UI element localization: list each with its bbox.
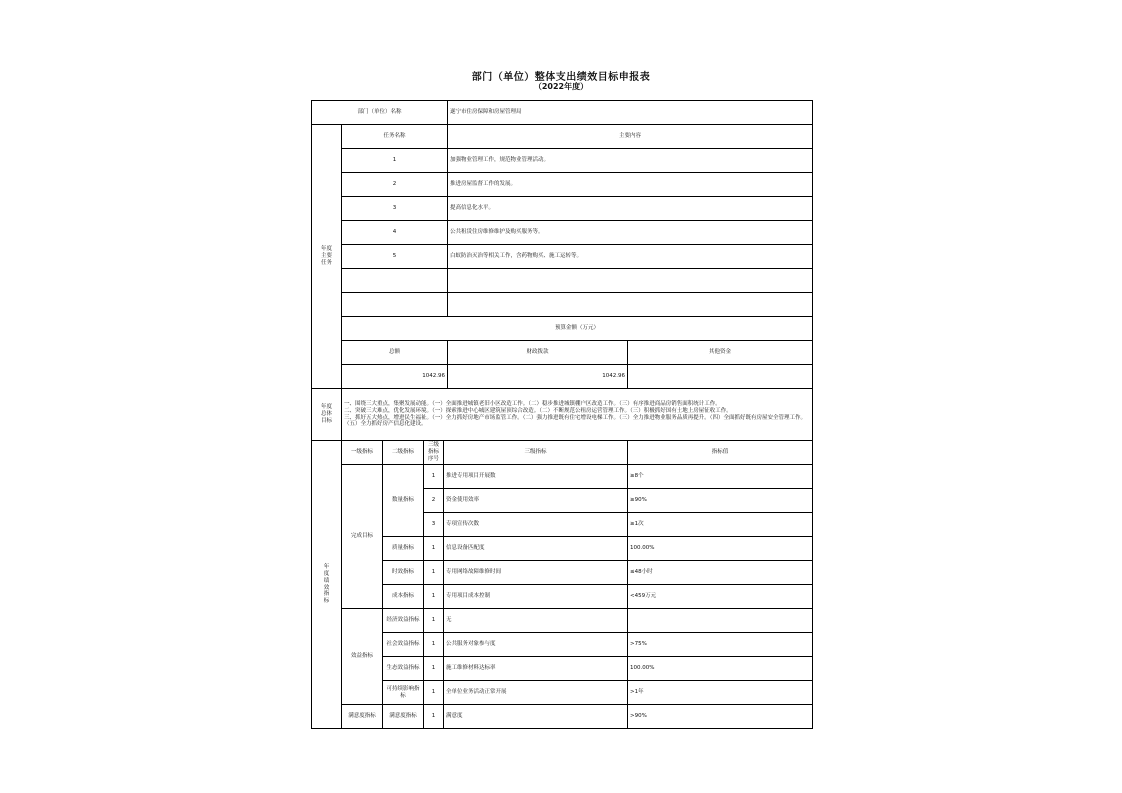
level2-cell: 质量指标	[383, 537, 424, 561]
task-content: 提高信息化水平。	[448, 197, 813, 221]
task-content: 加强物业管理工作，规范物业管理活动。	[448, 149, 813, 173]
task-number: 3	[342, 197, 448, 221]
value-cell: >90%	[628, 705, 813, 729]
task-number: 5	[342, 245, 448, 269]
value-cell: 100.00%	[628, 537, 813, 561]
seq-cell: 1	[424, 585, 444, 609]
seq-cell: 1	[424, 609, 444, 633]
task-number: 4	[342, 221, 448, 245]
seq-cell: 1	[424, 537, 444, 561]
value-cell: 100.00%	[628, 657, 813, 681]
budget-header: 预算金额（万元）	[342, 317, 813, 341]
task-content: 公共租赁住房维修维护及购买服务等。	[448, 221, 813, 245]
form-title: 部门（单位）整体支出绩效目标申报表	[471, 72, 651, 83]
budget-other-value	[628, 365, 813, 389]
task-name-header: 任务名称	[342, 125, 448, 149]
level2-header: 二级指标	[383, 441, 424, 465]
task-content: 推进房屋监督工作的发展。	[448, 173, 813, 197]
indicators-section-label: 年 度 绩 效 指 标	[312, 441, 342, 729]
dept-name-label: 部门（单位）名称	[312, 101, 448, 125]
seq-cell: 1	[424, 633, 444, 657]
level1-cell: 效益指标	[342, 609, 383, 705]
level3-cell: 资金使用效率	[444, 489, 628, 513]
seq-cell: 1	[424, 561, 444, 585]
level3-cell: 专用项目成本控制	[444, 585, 628, 609]
level1-cell: 完成目标	[342, 465, 383, 609]
level1-cell: 满意度指标	[342, 705, 383, 729]
level3-cell: 推进专用项目开展数	[444, 465, 628, 489]
annual-tasks-label: 年度 主要 任务	[312, 125, 342, 389]
value-cell: ≤48小时	[628, 561, 813, 585]
level2-cell: 数量指标	[383, 465, 424, 537]
overall-goal-line: 二、突破三大难点，优化发展环境。（一）探索推进中心城区建筑屋顶综合改造。（二）不断规范公租房运营管理工作。（三）积极抓好国有土地上房屋征收工作。	[344, 407, 732, 414]
level2-cell: 成本指标	[383, 585, 424, 609]
value-cell	[628, 609, 813, 633]
dept-name-value: 遂宁市住房保障和房屋管理局	[448, 101, 813, 125]
level2-cell: 生态效益指标	[383, 657, 424, 681]
performance-target-table	[311, 100, 813, 729]
level3-cell: 施工维修材料达标率	[444, 657, 628, 681]
task-number	[342, 293, 448, 317]
level1-header: 一级指标	[342, 441, 383, 465]
task-content	[448, 293, 813, 317]
task-content-header: 主要内容	[448, 125, 813, 149]
value-cell: >1年	[628, 681, 813, 705]
budget-other-header: 其他资金	[628, 341, 813, 365]
level3-cell: 专项宣传次数	[444, 513, 628, 537]
level3-cell: 全单位业务活动正常开展	[444, 681, 628, 705]
budget-total-header: 总额	[342, 341, 448, 365]
budget-total-value: 1042.96	[342, 365, 448, 389]
seq-cell: 1	[424, 657, 444, 681]
value-cell: >75%	[628, 633, 813, 657]
level2-cell: 可持续影响指标	[383, 681, 424, 705]
level3-header: 三级指标	[444, 441, 628, 465]
budget-fiscal-value: 1042.96	[448, 365, 628, 389]
seq-cell: 1	[424, 681, 444, 705]
level3-cell: 专用网络故障维修时间	[444, 561, 628, 585]
seq-header: 三级指标序号	[424, 441, 444, 465]
overall-goal-label: 年度 总体 目标	[312, 389, 342, 441]
task-number	[342, 269, 448, 293]
level2-cell: 满意度指标	[383, 705, 424, 729]
level2-cell: 经济效益指标	[383, 609, 424, 633]
value-header: 指标值	[628, 441, 813, 465]
task-number: 1	[342, 149, 448, 173]
level3-cell: 无	[444, 609, 628, 633]
seq-cell: 2	[424, 489, 444, 513]
task-content: 白蚁防治灭治等相关工作，含药物购买、施工运转等。	[448, 245, 813, 269]
budget-fiscal-header: 财政拨款	[448, 341, 628, 365]
value-cell: ≥8个	[628, 465, 813, 489]
task-number: 2	[342, 173, 448, 197]
level3-cell: 满意度	[444, 705, 628, 729]
seq-cell: 1	[424, 705, 444, 729]
overall-goal-text	[342, 389, 813, 441]
seq-cell: 1	[424, 465, 444, 489]
form-subtitle: （2022年度）	[533, 82, 589, 91]
overall-goal-line: 三、抓好五大热点，增进民生福祉。（一）全力抓好房地产市场监管工作。（二）强力推进既有住宅增设电梯工作。（三）全力推进物业服务品质再提升。（四）全面抓好既有房屋安全管理工作。（五）全力抓好房产信息化建设。	[344, 414, 807, 428]
value-cell: <459万元	[628, 585, 813, 609]
overall-goal-line: 一、围绕三大重点，集聚发展动能。（一）全面推进城镇老旧小区改造工作。（二）稳步推进城镇棚户区改造工作。（三）有序推进商品房销售面积统计工作。	[344, 400, 721, 407]
level2-cell: 社会效益指标	[383, 633, 424, 657]
level3-cell: 公共服务对象参与度	[444, 633, 628, 657]
level2-cell: 时效指标	[383, 561, 424, 585]
seq-cell: 3	[424, 513, 444, 537]
level3-cell: 信息设备匹配度	[444, 537, 628, 561]
value-cell: ≥90%	[628, 489, 813, 513]
task-content	[448, 269, 813, 293]
value-cell: ≥1次	[628, 513, 813, 537]
